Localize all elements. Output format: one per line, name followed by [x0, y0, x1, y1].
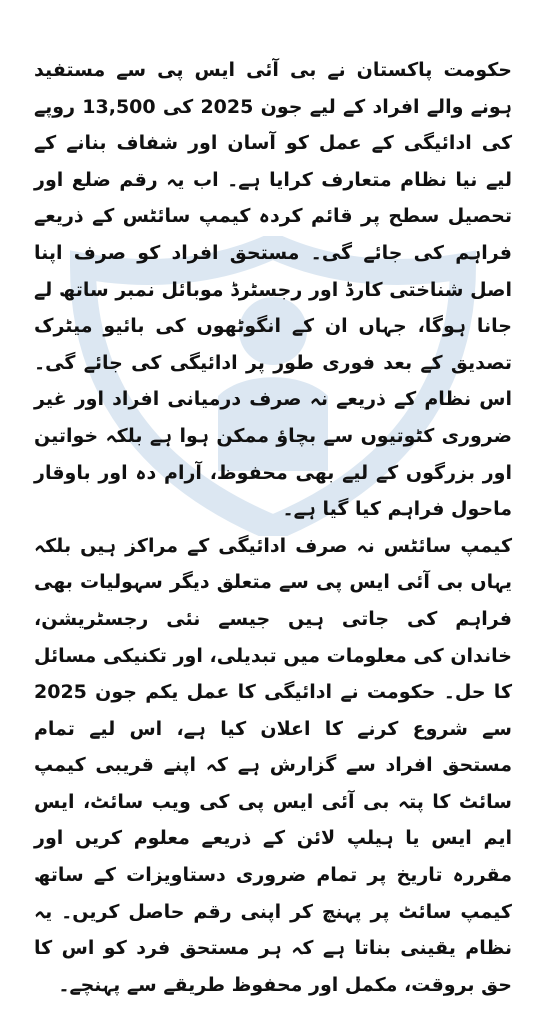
article-paragraph-2: کیمپ سائٹس نہ صرف ادائیگی کے مراکز ہیں بلکہ یہاں بی آئی ایس پی سے متعلق دیگر سہولیات بھی فراہم کی جاتی ہیں جیسے نئی رجسٹریشن، خاندان کی معلومات میں تبدیلی، اور تکنیکی مسائل کا حل۔ حکومت نے ادائیگی کا عمل یکم جون 2025 سے شروع کرنے کا اعلان کیا ہے، اس لیے تمام مستحق افراد سے گزارش ہے کہ اپنے قریبی کیمپ سائٹ کا پتہ بی آئی ایس پی کی ویب سائٹ، ایس ایم ایس یا ہیلپ لائن کے ذریعے معلوم کریں اور مقررہ تاریخ پر تمام ضروری دستاویزات کے ساتھ کیمپ سائٹ پر پہنچ کر اپنی رقم حاصل کریں۔ یہ نظام یقینی بناتا ہے کہ ہر مستحق فرد کو اس کا حق بروقت، مکمل اور محفوظ طریقے سے پہنچے۔	[34, 534, 512, 996]
article-body	[34, 52, 512, 1003]
article-paragraph-1: حکومت پاکستان نے بی آئی ایس پی سے مستفید ہونے والے افراد کے لیے جون 2025 کی 13,500 روپے کی ادائیگی کے عمل کو آسان اور شفاف بنانے کے لیے نیا نظام متعارف کرایا ہے۔ اب یہ رقم ضلع اور تحصیل سطح پر قائم کردہ کیمپ سائٹس کے ذریعے فراہم کی جائے گی۔ مستحق افراد کو صرف اپنا اصل شناختی کارڈ اور رجسٹرڈ موبائل نمبر ساتھ لے جانا ہوگا، جہاں ان کے انگوٹھوں کی بائیو میٹرک تصدیق کے بعد فوری طور پر ادائیگی کی جائے گی۔ اس نظام کے ذریعے نہ صرف درمیانی افراد اور غیر ضروری کٹوتیوں سے بچاؤ ممکن ہوا ہے بلکہ خواتین اور بزرگوں کے لیے بھی محفوظ، آرام دہ اور باوقار ماحول فراہم کیا گیا ہے۔	[34, 59, 512, 521]
